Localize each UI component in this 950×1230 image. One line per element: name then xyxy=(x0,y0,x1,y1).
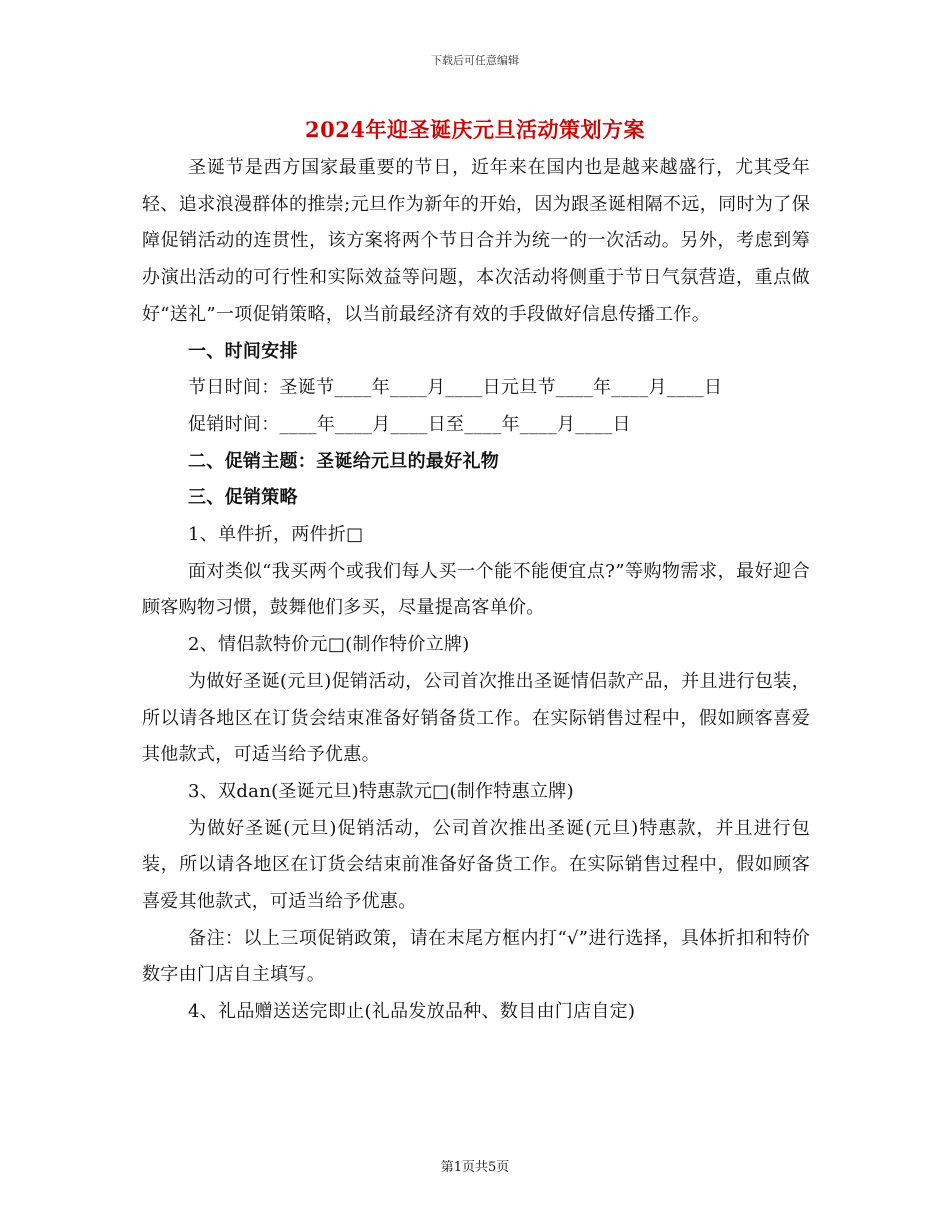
strategy-item-1-description: 面对类似“我买两个或我们每人买一个能不能便宜点?”等购物需求，最好迎合顾客购物习惯，鼓舞他们多买，尽量提高客单价。 xyxy=(142,560,810,619)
strategy-item-2-description: 为做好圣诞(元旦)促销活动，公司首次推出圣诞情侣款产品，并且进行包装，所以请各地区在订货会结束准备好销备货工作。在实际销售过程中，假如顾客喜爱其他款式，可适当给予优惠。 xyxy=(142,670,810,766)
strategy-item-3-description: 为做好圣诞(元旦)促销活动，公司首次推出圣诞(元旦)特惠款，并且进行包装，所以请各地区在订货会结束前准备好备货工作。在实际销售过程中，假如顾客喜爱其他款式，可适当给予优惠。 xyxy=(142,817,810,913)
remark-paragraph: 备注：以上三项促销政策，请在末尾方框内打“√”进行选择，具体折扣和特价数字由门店自主填写。 xyxy=(142,927,810,986)
document-title: 2024年迎圣诞庆元旦活动策划方案 xyxy=(305,117,645,142)
promotion-time-line: 促销时间：____年____月____日至____年____月____日 xyxy=(188,413,631,435)
document-body xyxy=(142,150,810,1031)
header-note: 下载后可任意编辑 xyxy=(431,54,519,67)
intro-paragraph: 圣诞节是西方国家最重要的节日，近年来在国内也是越来越盛行，尤其受年轻、追求浪漫群体的推崇;元旦作为新年的开始，因为跟圣诞相隔不远，同时为了保障促销活动的连贯性，该方案将两个节日合并为统一的一次活动。另外，考虑到筹办演出活动的可行性和实际效益等问题，本次活动将侧重于节日气氛营造，重点做好“送礼”一项促销策略，以当前最经济有效的手段做好信息传播工作。 xyxy=(142,157,810,325)
strategy-item-1: 1、单件折，两件折□ xyxy=(188,524,364,546)
strategy-item-2: 2、情侣款特价元□(制作特价立牌) xyxy=(188,634,470,656)
section-heading-schedule: 一、时间安排 xyxy=(188,340,298,362)
section-heading-theme: 二、促销主题：圣诞给元旦的最好礼物 xyxy=(188,450,500,472)
section-heading-strategy: 三、促销策略 xyxy=(188,487,298,509)
strategy-item-4: 4、礼品赠送送完即止(礼品发放品种、数目由门店自定) xyxy=(188,1001,636,1023)
holiday-time-line: 节日时间：圣诞节____年____月____日元旦节____年____月____日 xyxy=(188,377,723,399)
page-footer: 第1页共5页 xyxy=(440,1160,510,1175)
strategy-item-3: 3、双dan(圣诞元旦)特惠款元□(制作特惠立牌) xyxy=(188,780,574,802)
